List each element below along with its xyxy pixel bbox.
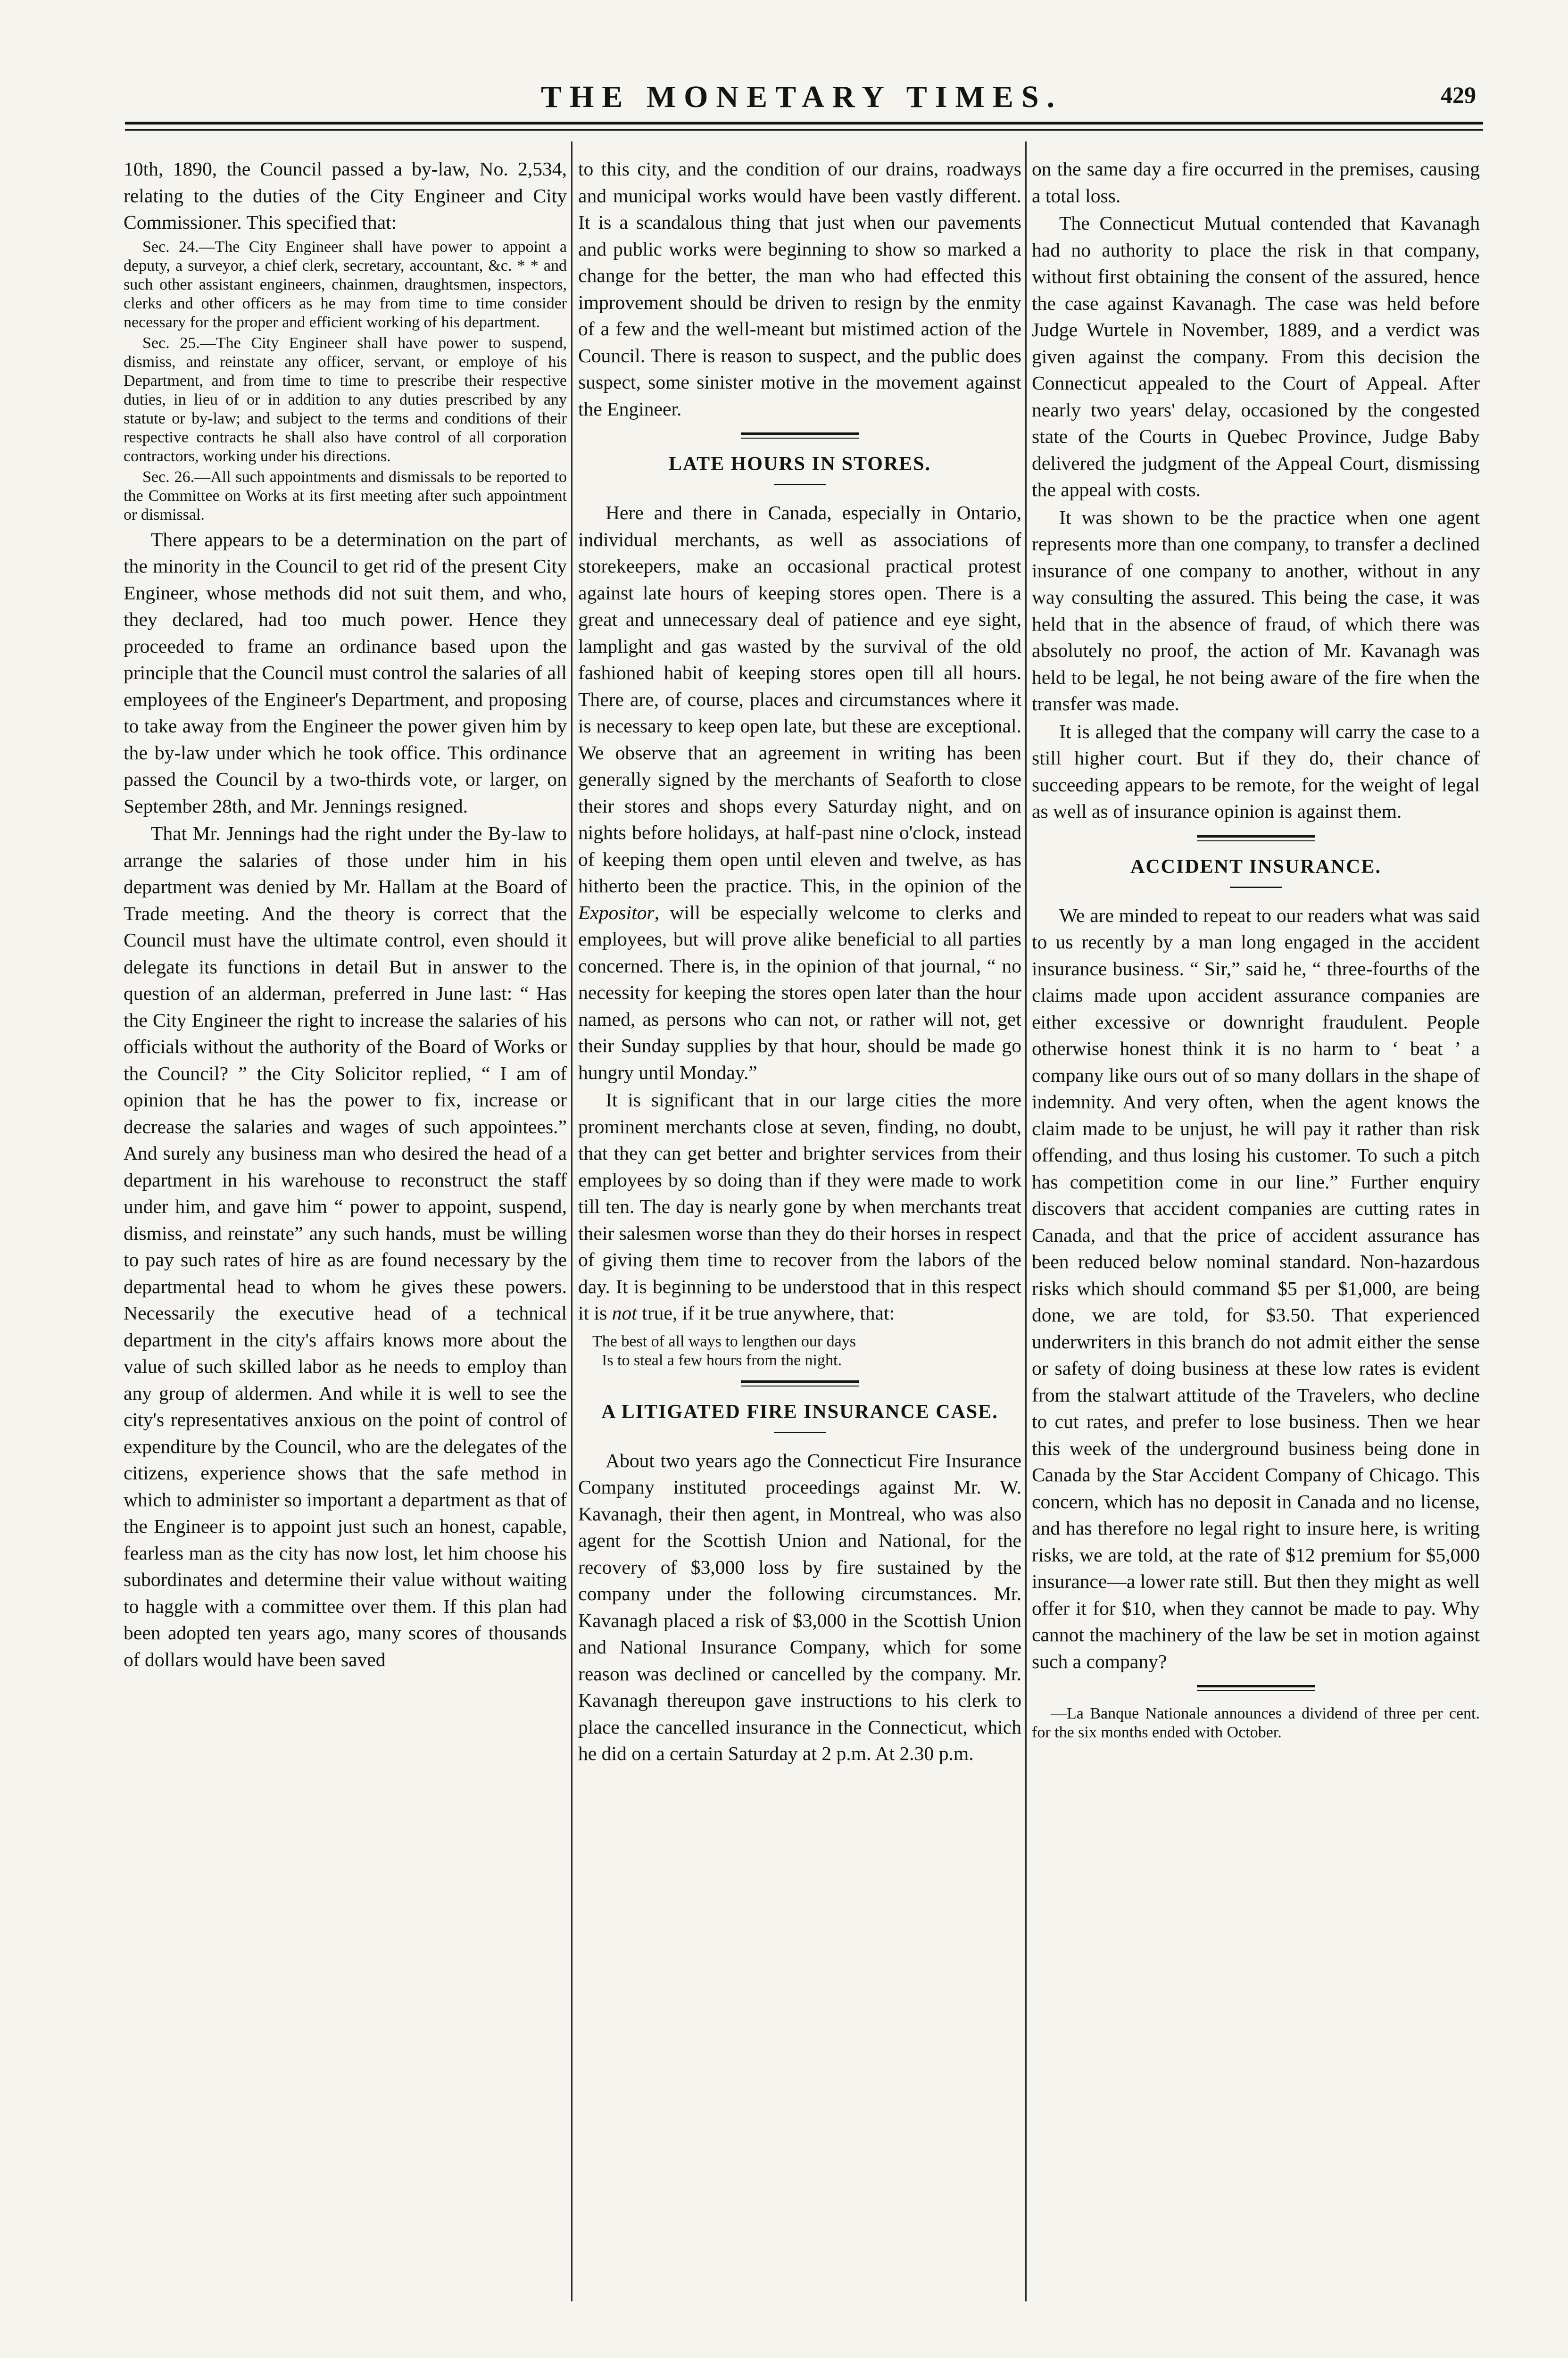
masthead-title: THE MONETARY TIMES. xyxy=(540,80,1063,114)
paragraph: About two years ago the Connecticut Fire Insurance Company instituted proceedings against Mr. W. Kavanagh, their then agent, in Montreal, who was also agent for the Scottish Union and National, for the recovery of $3,000 loss by fire sustained by the company under the following circumstances. Mr. Kavanagh placed a risk of $3,000 in the Scottish Union and National Insurance Company, which for some reason was declined or cancelled by the company. Mr. Kavanagh thereupon gave instructions to his clerk to place the cancelled insurance in the Connecticut, which he did on a certain Saturday at 2 p.m. At 2.30 p.m. xyxy=(578,1449,1021,1764)
section-divider xyxy=(741,1380,859,1387)
bylaw-section-25: Sec. 25.—The City Engineer shall have power to suspend, dismiss, and reinstate any officer, servant, or employe of his Department, and from time to time to prescribe their respective duties, in lieu of or in addition to any duties prescribed by any statute or by-law; and subject to the terms and conditions of their respective contracts he shall also have control of all corporation contractors, working under his directions. xyxy=(124,334,567,465)
article-heading: A LITIGATED FIRE INSURANCE CASE. xyxy=(601,1401,998,1423)
paragraph: There appears to be a determination on the part of the minority in the Council to get rid of the present City Engineer, whose methods did not suit them, and who, they declared, had too much power. Hence they proceeded to frame an ordinance based upon the principle that the Council must control the salaries of all employees of the Engineer's Department, and proposing to take away from the Engineer the power given him by the by-law under which he took office. This ordinance passed the Council by a two-thirds vote, or larger, on September 28th, and Mr. Jennings resigned. xyxy=(124,528,567,817)
page-number: 429 xyxy=(1441,82,1476,108)
verse-quote xyxy=(592,1332,1017,1370)
paragraph: That Mr. Jennings had the right under the By-law to arrange the salaries of those under him in his department was denied by Mr. Hallam at the Board of Trade meeting. And the theory is correct that the Council must have the ultimate control, even should it delegate its functions in detail But in answer to the question of an alderman, preferred in June last: “ Has the City Engineer the right to increase the salaries of his officials without the authority of the Board of Works or the Council? ” the City Solicitor replied, “ I am of opinion that he has the power to fix, increase or decrease the salaries and wages of such appointees.” And surely any business man who desired the head of a department in his warehouse to reconstruct the staff under him, and gave him “ power to appoint, suspend, dismiss, and reinstate” any such hands, must be willing to pay such rates of hire as are found necessary by the departmental head to whom he gives these powers. Necessarily the executive head of a technical department in the city's affairs knows more about the value of such skilled labor as he needs to employ than any group of aldermen. And while it is well to see the city's representatives anxious on the point of control of expenditure by the Council, who are the delegates of the citizens, experience shows that the safe method in which to administer so important a department as that of the Engineer is to appoint just such an honest, capable, fearless man as the city has now lost, let him choose his subordinates and determine their value without waiting to haggle with a committee over them. If this plan had been adopted ten years ago, many scores of thousands of dollars would have been saved xyxy=(124,822,567,1670)
verse-line: The best of all ways to lengthen our days xyxy=(592,1332,856,1350)
paragraph: on the same day a fire occurred in the premises, causing a total loss. xyxy=(1032,158,1480,207)
text-span: true, if it be true anywhere, that: xyxy=(642,1302,895,1324)
bylaw-section-26: Sec. 26.—All such appointments and dismissals to be reported to the Committee on Works at its first meeting after such appointment or dismissal. xyxy=(124,468,567,523)
article-heading: LATE HOURS IN STORES. xyxy=(668,453,931,475)
text-span: Here and there in Canada, especially in Ontario, individual merchants, as well as associations of storekeepers, make an occasional practical protest against late hours of keeping stores open. There is a great and unnecessary deal of patience and eye sight, lamplight and gas wasted by the survival of the old fashioned habit of keeping stores open till all hours. There are, of course, places and circumstances where it is necessary to keep open late, but these are exceptional. We observe that an agreement in writing has been generally signed by the merchants of Seaforth to close their stores and shops every Saturday night, and on nights before holidays, at half-past nine o'clock, instead of keeping them open until eleven and twelve, as has hitherto been the practice. This, in the opinion of the xyxy=(578,502,1021,897)
section-divider xyxy=(1197,1685,1315,1691)
bylaw-section-24: Sec. 24.—The City Engineer shall have power to appoint a deputy, a surveyor, a chief clerk, secretary, accountant, &c. * * and such other assistant engineers, chainmen, draughtsmen, inspectors, clerks and other officers as he may from time to time consider necessary for the proper and efficient working of his department. xyxy=(124,238,567,331)
heading-rule xyxy=(1230,887,1282,888)
heading-rule xyxy=(774,1432,826,1433)
section-divider xyxy=(741,432,859,439)
paragraph xyxy=(578,499,1021,1086)
masthead-rule-thick xyxy=(125,122,1483,125)
verse-line: Is to steal a few hours from the night. xyxy=(602,1351,842,1369)
column-rule xyxy=(1025,141,1027,2301)
column-rule xyxy=(571,141,572,2301)
paragraph xyxy=(578,1087,1021,1327)
paragraph: It is alleged that the company will carry the case to a still higher court. But if they do, their chance of succeeding appears to be remote, for the weight of legal as well as of insurance opinion is against them. xyxy=(1032,720,1480,822)
paragraph: We are minded to repeat to our readers what was said to us recently by a man long engaged in the accident insurance business. “ Sir,” said he, “ three-fourths of the claims made upon accident assurance companies are either excessive or downright fraudulent. People otherwise honest think it is no harm to ‘ beat ’ a company like ours out of so many dollars in the shape of indemnity. And very often, when the agent knows the claim made to be unjust, he will pay it rather than risk offending, and thus losing his customer. To such a pitch has competition come in our line.” Further enquiry discovers that accident companies are cutting rates in Canada, and that the price of accident assurance has been reduced below nominal standard. Non-hazardous risks which should command $5 per $1,000, are being done, we are told, for $3.50. That experienced underwriters in this branch do not admit either the sense or safety of doing business at these low rates is evident from the stalwart attitude of the Travelers, who decline to cut rates, and prefer to lose business. Then we hear this week of the underground business being done in Canada by the Star Accident Company of Chicago. This concern, which has no deposit in Canada and no license, and has therefore no legal right to insure here, is writing risks, we are told, at the rate of $12 premium for $5,000 insurance—a lower rate still. But then they might as well offer it for $10, when they cannot be made to pay. Why cannot the machinery of the law be set in motion against such a company? xyxy=(1032,904,1480,1672)
masthead-rule-thin xyxy=(125,129,1483,131)
text-span: It is significant that in our large cities the more prominent merchants close at seven, finding, no doubt, that they can get better and brighter services from their employees by so doing than if they were made to work till ten. The day is nearly gone by when merchants treat their salesmen worse than they do their horses in respect of giving them time to recover from the labors of the day. It is beginning to be understood that in this respect it is xyxy=(578,1089,1021,1324)
newspaper-name: Expositor xyxy=(578,901,655,923)
emphasis: not xyxy=(612,1302,637,1324)
news-note: —La Banque Nationale announces a dividend of three per cent. for the six months ended with October. xyxy=(1032,1705,1480,1741)
section-divider xyxy=(1197,835,1315,841)
column-2 xyxy=(578,156,1021,2306)
article-heading: ACCIDENT INSURANCE. xyxy=(1130,855,1381,878)
paragraph: It was shown to be the practice when one agent represents more than one company, to transfer a declined insurance of one company to another, without in any way consulting the assured. This being the case, it was held that in the absence of fraud, of which there was absolutely no proof, the action of Mr. Kavanagh was held to be legal, he not being aware of the fire when the transfer was made. xyxy=(1032,506,1480,714)
paragraph: The Connecticut Mutual contended that Kavanagh had no authority to place the risk in that company, without first obtaining the consent of the assured, hence the case against Kavanagh. The case was held before Judge Wurtele in November, 1889, and a verdict was given against the company. From this decision the Connecticut appealed to the Court of Appeal. After nearly two years' delay, occasioned by the congested state of the Courts in Quebec Province, Judge Baby delivered the judgment of the Appeal Court, dismissing the appeal with costs. xyxy=(1032,212,1480,500)
paragraph: to this city, and the condition of our drains, roadways and municipal works would have been vastly different. It is a scandalous thing that just when our pavements and public works were beginning to show so marked a change for the better, the man who had effected this improvement should be driven to resign by the enmity of a few and the well-meant but mistimed action of the Council. There is reason to suspect, and the public does suspect, some sinister motive in the movement against the Engineer. xyxy=(578,158,1021,420)
paragraph: 10th, 1890, the Council passed a by-law, No. 2,534, relating to the duties of the City Engineer and City Commissioner. This specified that: xyxy=(124,158,567,233)
heading-rule xyxy=(774,484,826,485)
text-span: , will be especially welcome to clerks and employees, but will prove alike beneficial to all parties concerned. There is, in the opinion of that journal, “ no necessity for keeping the stores open later than the hour named, as persons who can not, or rather will not, get their Sunday supplies by that hour, should be made go hungry until Monday.” xyxy=(578,901,1021,1083)
masthead xyxy=(123,79,1481,122)
column-1 xyxy=(124,156,567,2306)
column-3 xyxy=(1032,156,1480,2306)
